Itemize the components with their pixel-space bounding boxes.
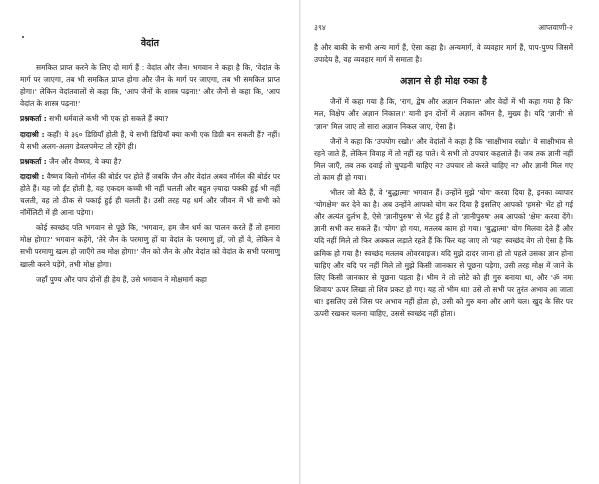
paragraph: जैनों में कहा गया है कि, 'राग, द्वेष और अज्ञान निकाल' और वेदों में भी कहा गया है कि' मल, विक्षेप और अज्ञान निकाल।' यानी इन दोनों में अज्ञान कॉमन है, मुख्य है। यदि 'ज्ञानी' से 'ज्ञान' मिल जाए तो सारा अज्ञान निकल जाए, ऐसा है। [314,97,573,131]
dialogue-text: वैष्णव बिलो नॉर्मल की बोर्डर पर होते हैं जबकि जैन और वेदांत अबव नॉर्मल की बोर्डर पर होते हैं। यह जो ईंट होती है, वह एकदम कच्ची भी नहीं चलती और बहुत ज़्यादा पक्की हुई भी नहीं चलती, वह तो ठीक से पकाई हुई ही चलती है। उसी तरह यह धर्म और जीवन में भी सभी को नॉर्मेलिटी में ही आना पड़ेगा। [20,171,280,218]
paragraph: भीतर जो बैठे हैं, वे 'बुद्धात्मा' भगवान हैं। उन्होंने मुझे 'योग' करवा दिया है, इनका व्यापार 'योगक्षेम' कर देने का है। अब उन्होंने आपको योग कर दिया है इसलिए आपको 'हमसे' भेंट हो गई और अत्यंत दुर्लभ है, ऐसे 'ज्ञानीपुरुष' से भेंट हुई है तो 'ज्ञानीपुरुष' अब आपको 'क्षेम' करवा देंगे। ज्ञानी सभी कर सकते हैं। 'योग' हो गया, मतलब काम हो गया। 'बुद्धात्मा' योग मिलवा देते हैं और यदि नहीं मिले तो फिर अक्कल लड़ाते रहते हैं कि फिर यह जाए तो 'यह' स्वच्छंद वेग तो ऐसा है कि क्रमिक हो गया है! स्वच्छंद मतलब ओवरवाइज। यदि मुझे दादर जाना हो तो पहले उसका ज्ञान होना चाहिए और यदि पर नहीं मिले तो मुझे किसी जानकार से पूछना पड़ेगा, उसी तरह मोक्ष में जाने के लिए किसी जानकार से पूछना पड़ता है। भीम ने तो लोटे को ही गुरु बनाया था, और 'ॐ नमः शिवाय' ऊपर लिखा तो शिव प्रकट हो गए। यह तो भीम था! उसे तो सभी पर तुरंत अभाव आ जाता था! इसलिए उसे जिस पर अभाव नहीं होता हो, उसी को गुरु बना और आगे चल। खुद के सिर पर ऊपरी रखकर चलना चाहिए, उससे स्वच्छंद नहीं होता। [314,188,573,318]
paragraph-text: जहाँ पुण्य और पाप दोनों ही हेय हैं, उसे भगवान ने मोक्षमार्ग कहा [36,274,207,284]
running-header [314,22,573,34]
section-heading-vedant: वेदांत [140,38,160,49]
paragraph: जैनों ने कहा कि 'उपयोग रखो।' और वेदांतों ने कहा है कि 'साक्षीभाव रखो।' ये साक्षीभाव से रहने जाते हैं, लेकिन विवाह में तो नहीं रह पाते। ये सभी तो उपचार कहलाते हैं। जब तक ज्ञानी नहीं मिल जाएँ, तब तक दवाई तो चुपड़नी चाहिए न? उपचार तो करते चाहिए न? और ज्ञानी मिल गए तो काम ही हो गया। [314,136,573,182]
dialogue-text: कहाँ! ये ३६० डिग्रियाँ होती हैं, ये सभी डिग्रियाँ क्या कभी एक डिग्री बन सकती हैं? नहीं। ये सभी अलग-अलग डेवलपमेन्ट तो रहेंगे ही। [20,129,280,151]
paragraph [20,222,280,270]
paragraph-text: समकित प्राप्त करने के लिए दो मार्ग हैं : वेदांत और जैन। भगवान ने कहा है कि, 'वेदांत के मार्ग पर जाएगा, तब भी समकित प्राप्त होगा और जैन के मार्ग पर जाएगा, तब भी समकित प्राप्त होगा।' लेकिन वेदांतवालों से कहा कि, 'आप जैनों के शास्त्र पढ़ना!' और जैनों से कहा कि, 'आप वेदांत के शास्त्र पढ़ना!' [20,63,280,109]
speaker-label: प्रश्नकर्ता : [20,156,47,166]
dialogue-paragraph [20,156,280,168]
dialogue-text: जैन और वैष्णव, ये क्या है? [49,156,122,166]
running-title: आप्तवाणी-२ [538,23,573,32]
dialogue-paragraph [20,129,280,153]
paragraph [20,274,280,286]
page-number: ३९४ [314,23,326,32]
dialogue-paragraph [20,113,280,125]
speaker-label: दादाश्री : [20,129,45,139]
page-dot [22,36,24,38]
continued-paragraph: है और बाकी के सभी अन्य मार्ग हैं, ऐसा कहा है। अन्यमार्ग, वे व्यवहार मार्ग हैं, पाप-पुण्य जिसमें उपादेय है, वह व्यवहार मार्ग में समाता है। [314,43,573,65]
speaker-label: दादाश्री : [20,171,45,181]
dialogue-text: सभी धर्मवाले कभी भी एक हो सकते हैं क्या? [49,114,169,124]
paragraph-text: कोई स्वच्छंद पति भगवान से पूछे कि, 'भगवान, हम जैन धर्म का पालन करते हैं तो हमारा मोक्ष होगा?' भगवान कहेंगे, 'तेरे जैन के परमाणु हों या वेदांत के परमाणु हों, जो हों वे, लेकिन वे सभी परमाणु खत्म हो जाएँगे तब मोक्ष होगा!' जैन को जैन के और वेदांत को वेदांत के सभी परमाणु खाली करने पड़ेंगे, तभी मोक्ष होगा। [20,223,280,269]
paragraph [20,62,280,110]
dialogue-paragraph [20,171,280,219]
section-heading-agyan: अज्ञान से ही मोक्ष रुका है [400,76,487,88]
speaker-label: प्रश्नकर्ता : [20,114,47,124]
right-page [300,0,599,484]
